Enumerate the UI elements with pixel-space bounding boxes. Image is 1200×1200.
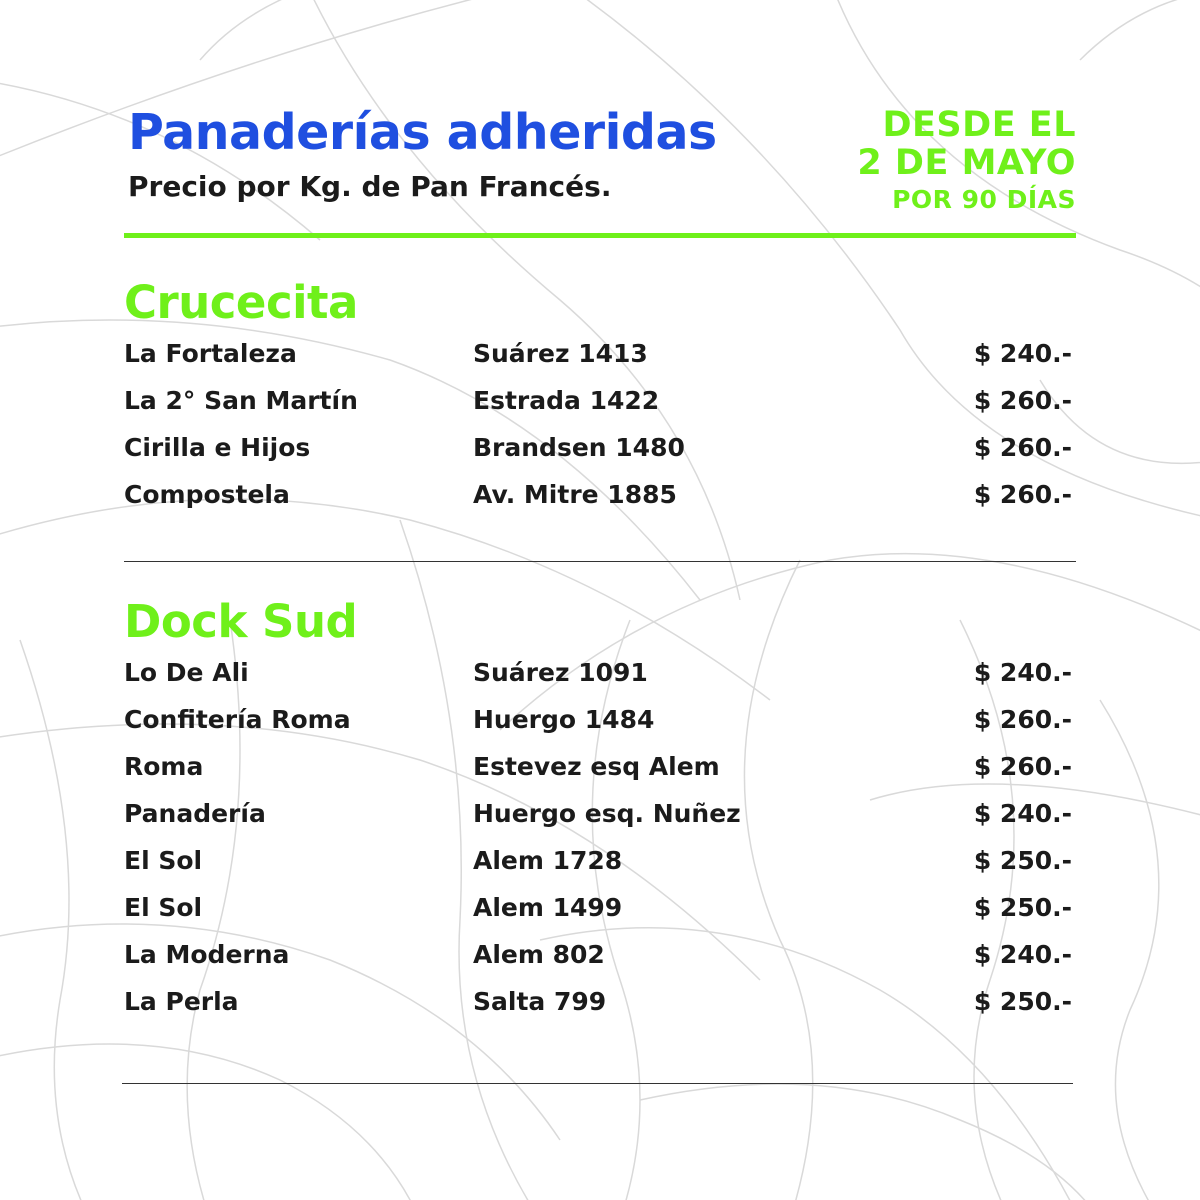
bakery-name: El Sol: [124, 893, 203, 922]
bakery-price: $ 240.-: [973, 658, 1072, 687]
bakery-address: Alem 1499: [473, 893, 623, 922]
bakery-address: Huergo esq. Nuñez: [473, 799, 741, 828]
bakery-address: Huergo 1484: [473, 705, 655, 734]
section-divider: [124, 561, 1076, 562]
section-title: Crucecita: [124, 276, 358, 329]
bakery-name: La 2° San Martín: [124, 386, 358, 415]
bakery-price: $ 240.-: [973, 339, 1072, 368]
bakery-name: Compostela: [124, 480, 290, 509]
bakery-price: $ 240.-: [973, 940, 1072, 969]
section-crucecita: [124, 276, 1076, 527]
date-badge: [857, 105, 1076, 214]
bakery-price: $ 260.-: [973, 480, 1072, 509]
table-row: [124, 705, 1076, 752]
bakery-name: Confitería Roma: [124, 705, 351, 734]
section-divider: [122, 1083, 1073, 1084]
table-row: [124, 893, 1076, 940]
bakery-price: $ 260.-: [973, 386, 1072, 415]
table-row: [124, 987, 1076, 1034]
section-dock-sud: [124, 595, 1076, 1034]
page-subtitle: Precio por Kg. de Pan Francés.: [128, 170, 612, 203]
bakery-address: Estrada 1422: [473, 386, 660, 415]
bakery-name: La Fortaleza: [124, 339, 297, 368]
bakery-address: Suárez 1413: [473, 339, 648, 368]
bakery-name: La Moderna: [124, 940, 290, 969]
bakery-price: $ 250.-: [973, 846, 1072, 875]
bakery-price: $ 240.-: [973, 799, 1072, 828]
table-row: [124, 846, 1076, 893]
date-badge-line3: POR 90 DÍAS: [892, 185, 1076, 214]
bakery-price: $ 250.-: [973, 987, 1072, 1016]
table-row: [124, 799, 1076, 846]
header-divider: [124, 233, 1076, 238]
page-title: Panaderías adheridas: [128, 104, 717, 161]
bakery-address: Estevez esq Alem: [473, 752, 720, 781]
bakery-name: El Sol: [124, 846, 203, 875]
date-badge-line1: DESDE EL: [882, 105, 1076, 145]
table-row: [124, 752, 1076, 799]
bakery-address: Alem 1728: [473, 846, 623, 875]
bakery-name: Roma: [124, 752, 204, 781]
bakery-price: $ 250.-: [973, 893, 1072, 922]
bakery-name: Cirilla e Hijos: [124, 433, 311, 462]
table-row: [124, 480, 1076, 527]
bakery-address: Av. Mitre 1885: [473, 480, 677, 509]
table-row: [124, 339, 1076, 386]
bakery-address: Salta 799: [473, 987, 607, 1016]
bakery-price: $ 260.-: [973, 752, 1072, 781]
table-row: [124, 940, 1076, 987]
table-row: [124, 433, 1076, 480]
bakery-address: Suárez 1091: [473, 658, 648, 687]
bakery-name: La Perla: [124, 987, 239, 1016]
bakery-name: Lo De Ali: [124, 658, 249, 687]
bakery-address: Alem 802: [473, 940, 605, 969]
date-badge-line2: 2 DE MAYO: [857, 143, 1076, 183]
bakery-price: $ 260.-: [973, 433, 1072, 462]
table-row: [124, 658, 1076, 705]
section-title: Dock Sud: [124, 595, 358, 648]
bakery-address: Brandsen 1480: [473, 433, 685, 462]
table-row: [124, 386, 1076, 433]
bakery-price: $ 260.-: [973, 705, 1072, 734]
bakery-name: Panadería: [124, 799, 266, 828]
